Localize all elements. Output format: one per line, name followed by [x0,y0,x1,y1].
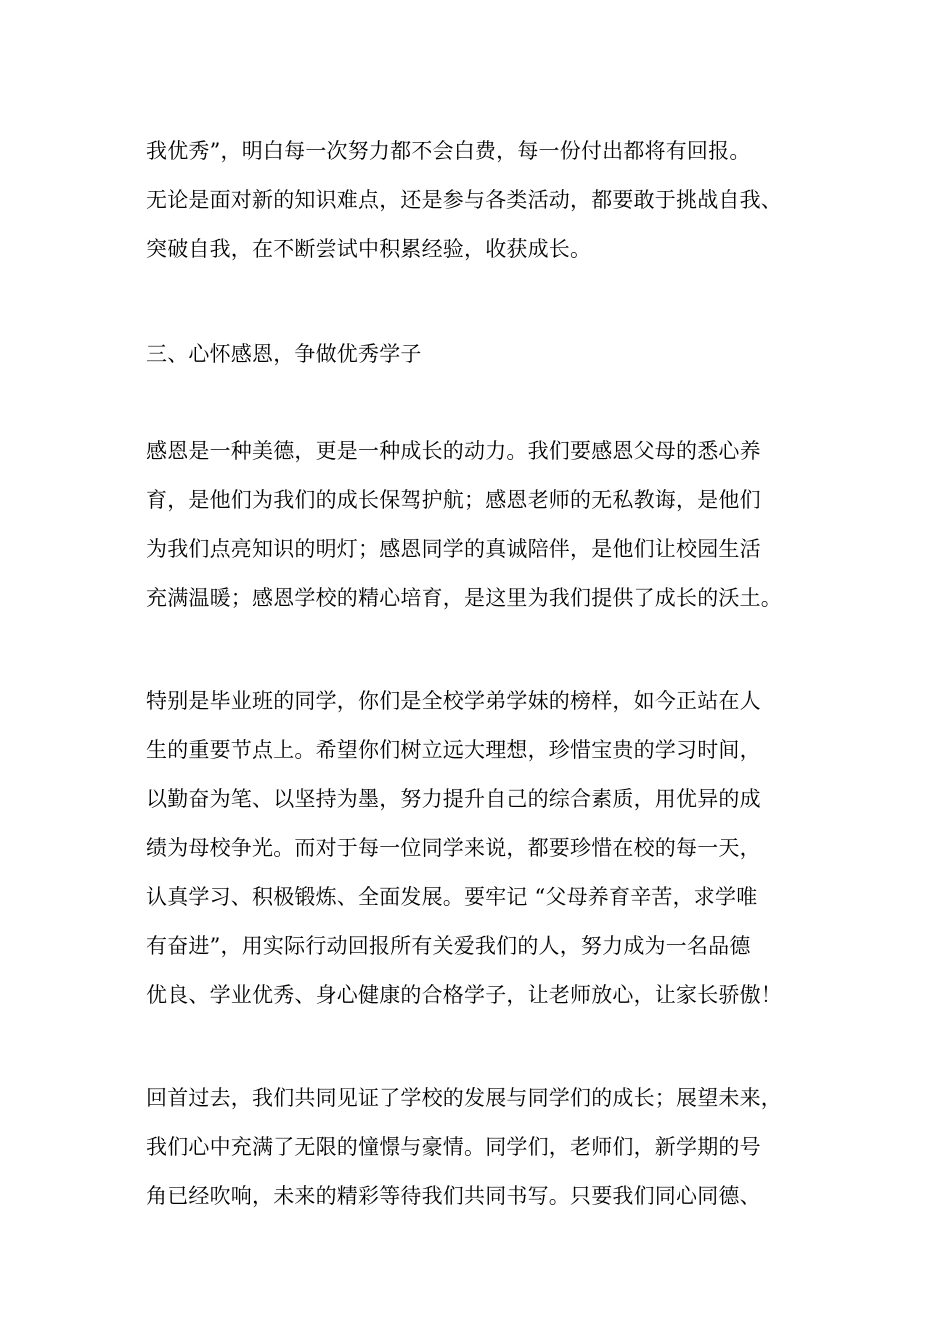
paragraph-4-line-1: 回首过去，我们共同见证了学校的发展与同学们的成长；展望未来， [146,1086,782,1110]
paragraph-4-line-2: 我们心中充满了无限的憧憬与豪情。同学们，老师们，新学期的号 [146,1135,761,1159]
paragraph-2-line-3: 为我们点亮知识的明灯；感恩同学的真诚陪伴，是他们让校园生活 [146,537,761,561]
paragraph-1-line-1: 我优秀”，明白每一次努力都不会白费，每一份付出都将有回报。 [146,139,751,163]
paragraph-2-line-1: 感恩是一种美德，更是一种成长的动力。我们要感恩父母的悉心养 [146,439,761,463]
section-heading: 三、心怀感恩，争做优秀学子 [146,342,422,366]
paragraph-3-line-2: 生的重要节点上。希望你们树立远大理想，珍惜宝贵的学习时间， [146,738,761,762]
paragraph-2-line-4: 充满温暖；感恩学校的精心培育，是这里为我们提供了成长的沃土。 [146,586,782,610]
paragraph-3-line-1: 特别是毕业班的同学，你们是全校学弟学妹的榜样，如今正站在人 [146,689,761,713]
paragraph-3-line-3: 以勤奋为笔、以坚持为墨，努力提升自己的综合素质，用优异的成 [146,787,761,811]
paragraph-3-line-7: 优良、学业优秀、身心健康的合格学子，让老师放心，让家长骄傲！ [146,983,782,1007]
paragraph-3-line-6: 有奋进”，用实际行动回报所有关爱我们的人，努力成为一名品德 [146,934,751,958]
paragraph-4-line-3: 角已经吹响，未来的精彩等待我们共同书写。只要我们同心同德、 [146,1184,761,1208]
paragraph-1-line-2: 无论是面对新的知识难点，还是参与各类活动，都要敢于挑战自我、 [146,188,782,212]
paragraph-3-line-5: 认真学习、积极锻炼、全面发展。要牢记 “父母养育辛苦，求学唯 [146,885,758,909]
paragraph-3-line-4: 绩为母校争光。而对于每一位同学来说，都要珍惜在校的每一天， [146,836,761,860]
paragraph-2-line-2: 育，是他们为我们的成长保驾护航；感恩老师的无私教诲，是他们 [146,488,761,512]
paragraph-1-line-3: 突破自我，在不断尝试中积累经验，收获成长。 [146,237,592,261]
